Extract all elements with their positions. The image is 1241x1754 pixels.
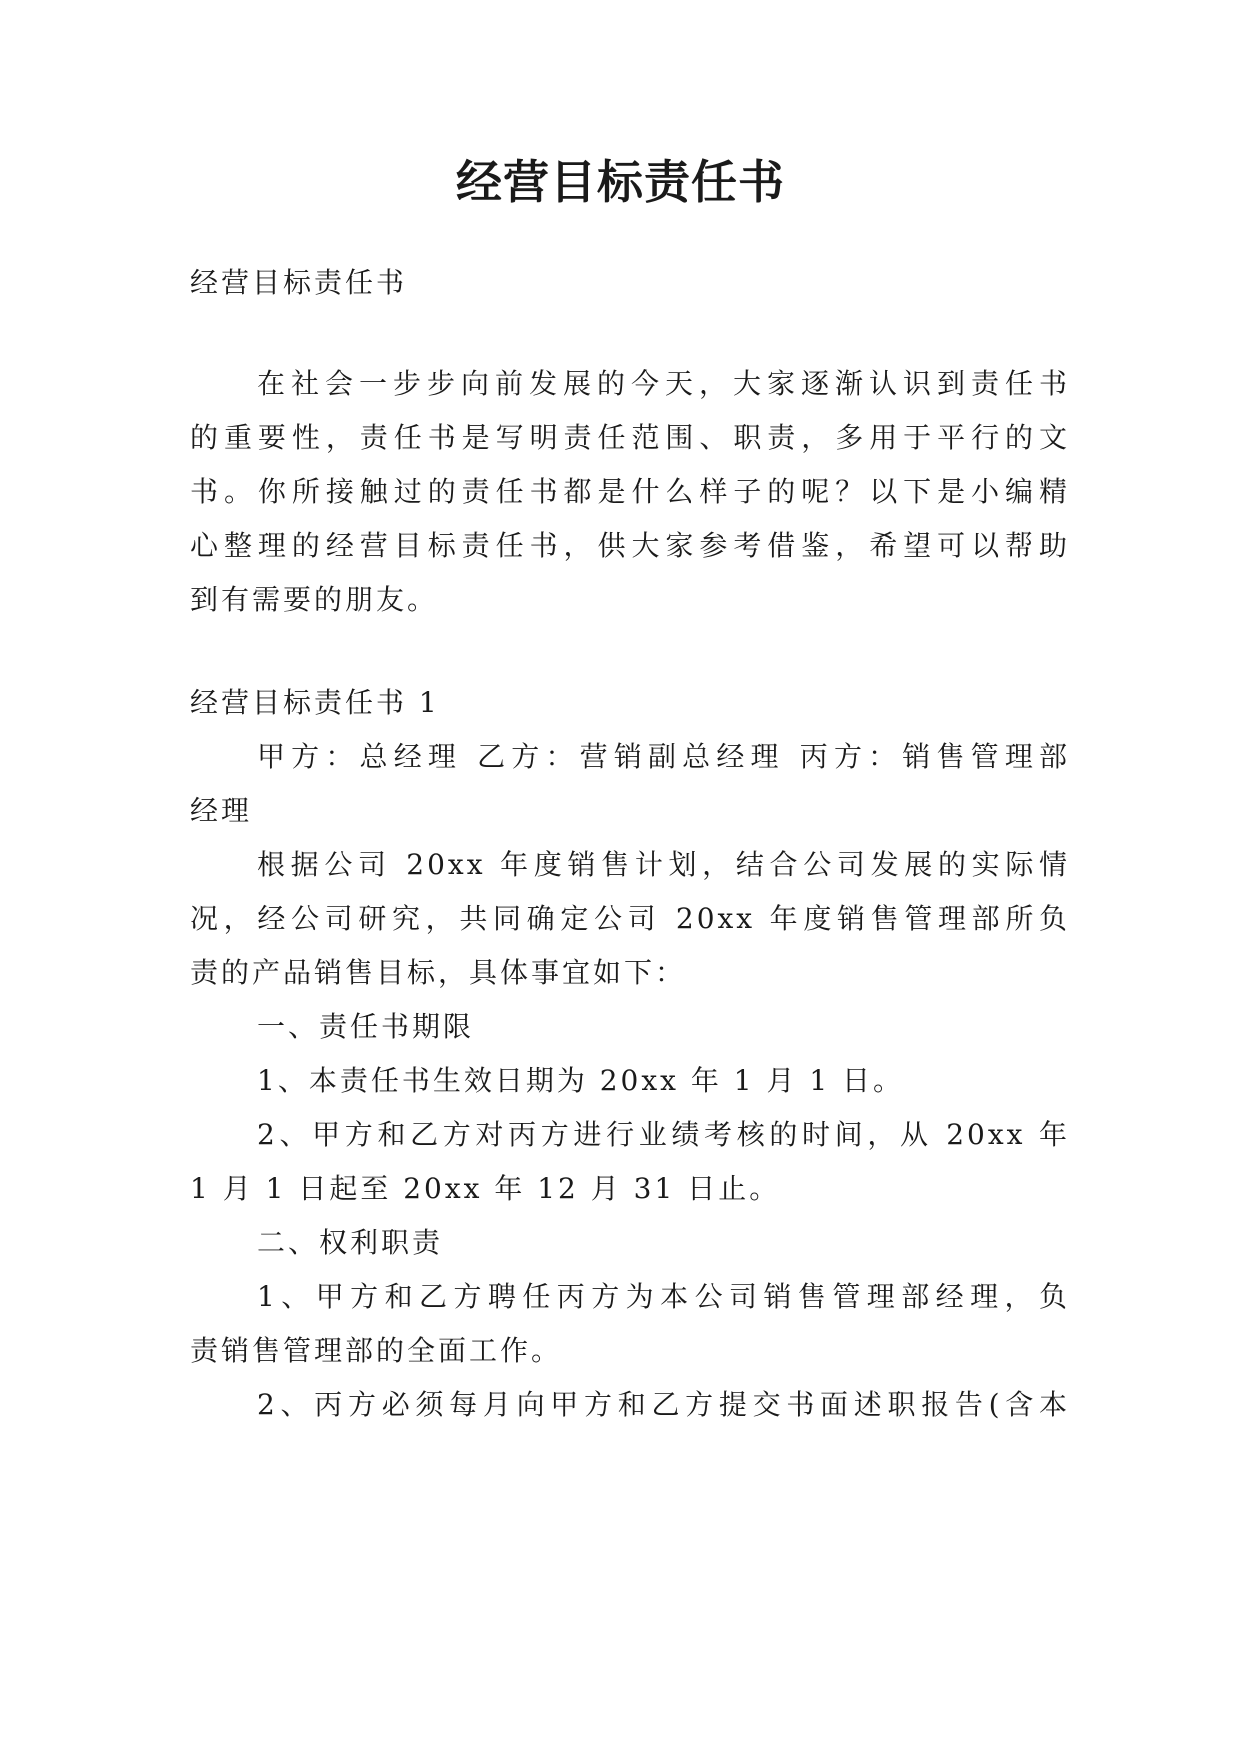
parties-line-1: 甲方：总经理 乙方：营销副总经理 丙方：销售管理部 <box>257 740 1070 773</box>
section-heading: 经营目标责任书 1 <box>190 686 440 719</box>
part2-item1-line-1: 1、甲方和乙方聘任丙方为本公司销售管理部经理，负 <box>257 1280 1070 1313</box>
part1-item2-line-1: 2、甲方和乙方对丙方进行业绩考核的时间，从 20xx 年 <box>257 1118 1070 1151</box>
intro-line-5: 到有需要的朋友。 <box>190 583 439 616</box>
document-subtitle: 经营目标责任书 <box>190 266 408 299</box>
intro-line-1: 在社会一步步向前发展的今天，大家逐渐认识到责任书 <box>257 367 1070 400</box>
basis-line-2: 况，经公司研究，共同确定公司 20xx 年度销售管理部所负 <box>190 902 1070 935</box>
basis-line-3: 责的产品销售目标，具体事宜如下： <box>190 956 687 989</box>
document-title: 经营目标责任书 <box>456 155 785 209</box>
intro-line-3: 书。你所接触过的责任书都是什么样子的呢？以下是小编精 <box>190 475 1070 508</box>
intro-line-4: 心整理的经营目标责任书，供大家参考借鉴，希望可以帮助 <box>190 529 1070 562</box>
basis-line-1: 根据公司 20xx 年度销售计划，结合公司发展的实际情 <box>257 848 1070 881</box>
parties-line-2: 经理 <box>190 794 253 827</box>
part2-item1-line-2: 责销售管理部的全面工作。 <box>190 1334 563 1367</box>
part1-item1: 1、本责任书生效日期为 20xx 年 1 月 1 日。 <box>257 1064 905 1097</box>
part1-heading: 一、责任书期限 <box>257 1010 475 1043</box>
part2-item2-line-1: 2、丙方必须每月向甲方和乙方提交书面述职报告(含本 <box>257 1388 1070 1421</box>
intro-line-2: 的重要性，责任书是写明责任范围、职责，多用于平行的文 <box>190 421 1070 454</box>
part1-item2-line-2: 1 月 1 日起至 20xx 年 12 月 31 日止。 <box>190 1172 781 1205</box>
part2-heading: 二、权利职责 <box>257 1226 444 1259</box>
